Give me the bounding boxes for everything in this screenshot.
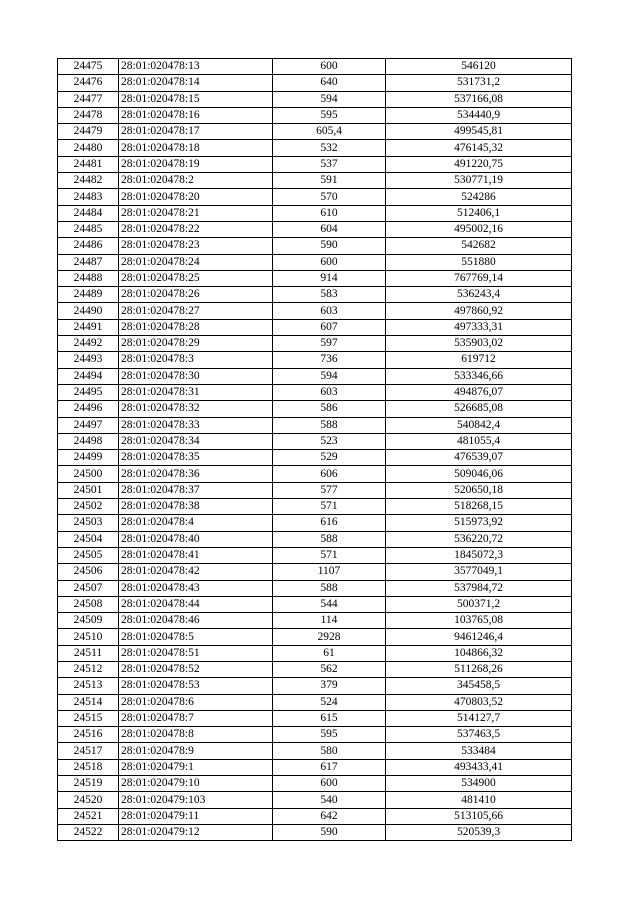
cadastral-number-cell: 28:01:020478:35 — [119, 450, 273, 466]
table-row — [58, 254, 572, 270]
table-row — [58, 319, 572, 335]
area-cell: 590 — [273, 238, 386, 254]
row-number-cell: 24476 — [58, 75, 119, 91]
table-row — [58, 189, 572, 205]
area-cell: 591 — [273, 173, 386, 189]
row-number-cell: 24521 — [58, 808, 119, 824]
cadastral-number-cell: 28:01:020478:33 — [119, 417, 273, 433]
cadastral-value-cell: 531731,2 — [386, 75, 572, 91]
row-number-cell: 24491 — [58, 319, 119, 335]
area-cell: 600 — [273, 776, 386, 792]
row-number-cell: 24522 — [58, 824, 119, 840]
cadastral-value-cell: 551880 — [386, 254, 572, 270]
row-number-cell: 24515 — [58, 710, 119, 726]
area-cell: 571 — [273, 499, 386, 515]
row-number-cell: 24513 — [58, 678, 119, 694]
table-row — [58, 564, 572, 580]
table-row — [58, 401, 572, 417]
cadastral-number-cell: 28:01:020478:52 — [119, 661, 273, 677]
table-row — [58, 270, 572, 286]
cadastral-value-cell: 540842,4 — [386, 417, 572, 433]
cadastral-value-cell: 524286 — [386, 189, 572, 205]
table-row — [58, 384, 572, 400]
cadastral-number-cell: 28:01:020478:51 — [119, 645, 273, 661]
table-row — [58, 824, 572, 840]
table-row — [58, 450, 572, 466]
area-cell: 617 — [273, 759, 386, 775]
cadastral-value-cell: 619712 — [386, 352, 572, 368]
cadastral-number-cell: 28:01:020478:19 — [119, 156, 273, 172]
row-number-cell: 24486 — [58, 238, 119, 254]
row-number-cell: 24501 — [58, 482, 119, 498]
table-row — [58, 466, 572, 482]
area-cell: 2928 — [273, 629, 386, 645]
table-row — [58, 710, 572, 726]
row-number-cell: 24495 — [58, 384, 119, 400]
cadastral-number-cell: 28:01:020478:5 — [119, 629, 273, 645]
cadastral-value-cell: 530771,19 — [386, 173, 572, 189]
table-row — [58, 221, 572, 237]
area-cell: 604 — [273, 221, 386, 237]
cadastral-number-cell: 28:01:020478:2 — [119, 173, 273, 189]
row-number-cell: 24488 — [58, 270, 119, 286]
area-cell: 570 — [273, 189, 386, 205]
area-cell: 577 — [273, 482, 386, 498]
row-number-cell: 24492 — [58, 336, 119, 352]
cadastral-number-cell: 28:01:020478:28 — [119, 319, 273, 335]
table-row — [58, 352, 572, 368]
cadastral-number-cell: 28:01:020478:9 — [119, 743, 273, 759]
cadastral-value-cell: 512406,1 — [386, 205, 572, 221]
area-cell: 61 — [273, 645, 386, 661]
area-cell: 590 — [273, 824, 386, 840]
area-cell: 529 — [273, 450, 386, 466]
cadastral-value-cell: 104866,32 — [386, 645, 572, 661]
area-cell: 1107 — [273, 564, 386, 580]
cadastral-value-cell: 500371,2 — [386, 596, 572, 612]
area-cell: 914 — [273, 270, 386, 286]
table-row — [58, 776, 572, 792]
table-row — [58, 417, 572, 433]
row-number-cell: 24496 — [58, 401, 119, 417]
table-row — [58, 580, 572, 596]
cadastral-number-cell: 28:01:020479:12 — [119, 824, 273, 840]
cadastral-value-cell: 493433,41 — [386, 759, 572, 775]
table-row — [58, 75, 572, 91]
row-number-cell: 24503 — [58, 515, 119, 531]
cadastral-value-cell: 3577049,1 — [386, 564, 572, 580]
cadastral-number-cell: 28:01:020478:37 — [119, 482, 273, 498]
table-row — [58, 482, 572, 498]
cadastral-number-cell: 28:01:020478:30 — [119, 368, 273, 384]
table-row — [58, 433, 572, 449]
row-number-cell: 24514 — [58, 694, 119, 710]
cadastral-number-cell: 28:01:020478:17 — [119, 124, 273, 140]
table-row — [58, 515, 572, 531]
cadastral-value-cell: 535903,02 — [386, 336, 572, 352]
table-row — [58, 91, 572, 107]
table-row — [58, 173, 572, 189]
row-number-cell: 24507 — [58, 580, 119, 596]
table-row — [58, 124, 572, 140]
cadastral-value-cell: 103765,08 — [386, 613, 572, 629]
table-row — [58, 336, 572, 352]
row-number-cell: 24497 — [58, 417, 119, 433]
cadastral-number-cell: 28:01:020478:53 — [119, 678, 273, 694]
area-cell: 379 — [273, 678, 386, 694]
cadastral-number-cell: 28:01:020478:8 — [119, 727, 273, 743]
area-cell: 583 — [273, 287, 386, 303]
cadastral-value-table — [57, 58, 572, 841]
area-cell: 736 — [273, 352, 386, 368]
table-row — [58, 759, 572, 775]
cadastral-value-cell: 526685,08 — [386, 401, 572, 417]
cadastral-number-cell: 28:01:020479:11 — [119, 808, 273, 824]
cadastral-value-cell: 497333,31 — [386, 319, 572, 335]
cadastral-value-cell: 546120 — [386, 59, 572, 75]
area-cell: 571 — [273, 547, 386, 563]
table-row — [58, 613, 572, 629]
cadastral-value-cell: 1845072,3 — [386, 547, 572, 563]
row-number-cell: 24505 — [58, 547, 119, 563]
row-number-cell: 24518 — [58, 759, 119, 775]
cadastral-number-cell: 28:01:020478:16 — [119, 107, 273, 123]
row-number-cell: 24477 — [58, 91, 119, 107]
cadastral-value-cell: 767769,14 — [386, 270, 572, 286]
row-number-cell: 24479 — [58, 124, 119, 140]
cadastral-number-cell: 28:01:020478:40 — [119, 531, 273, 547]
row-number-cell: 24509 — [58, 613, 119, 629]
area-cell: 562 — [273, 661, 386, 677]
cadastral-number-cell: 28:01:020478:22 — [119, 221, 273, 237]
cadastral-number-cell: 28:01:020478:3 — [119, 352, 273, 368]
table-row — [58, 238, 572, 254]
cadastral-value-cell: 514127,7 — [386, 710, 572, 726]
row-number-cell: 24500 — [58, 466, 119, 482]
cadastral-value-cell: 476539,07 — [386, 450, 572, 466]
cadastral-value-cell: 497860,92 — [386, 303, 572, 319]
cadastral-value-cell: 499545,81 — [386, 124, 572, 140]
area-cell: 595 — [273, 107, 386, 123]
table-row — [58, 107, 572, 123]
table-row — [58, 694, 572, 710]
row-number-cell: 24483 — [58, 189, 119, 205]
table-row — [58, 629, 572, 645]
cadastral-value-cell: 537463,5 — [386, 727, 572, 743]
cadastral-number-cell: 28:01:020478:4 — [119, 515, 273, 531]
area-cell: 610 — [273, 205, 386, 221]
cadastral-number-cell: 28:01:020478:6 — [119, 694, 273, 710]
table-row — [58, 792, 572, 808]
cadastral-number-cell: 28:01:020478:29 — [119, 336, 273, 352]
area-cell: 586 — [273, 401, 386, 417]
cadastral-number-cell: 28:01:020478:31 — [119, 384, 273, 400]
area-cell: 600 — [273, 59, 386, 75]
cadastral-value-cell: 470803,52 — [386, 694, 572, 710]
cadastral-value-cell: 534440,9 — [386, 107, 572, 123]
area-cell: 605,4 — [273, 124, 386, 140]
cadastral-value-cell: 520650,18 — [386, 482, 572, 498]
cadastral-value-cell: 511268,26 — [386, 661, 572, 677]
cadastral-value-cell: 537166,08 — [386, 91, 572, 107]
cadastral-number-cell: 28:01:020478:34 — [119, 433, 273, 449]
cadastral-number-cell: 28:01:020478:20 — [119, 189, 273, 205]
cadastral-number-cell: 28:01:020478:32 — [119, 401, 273, 417]
table-row — [58, 808, 572, 824]
table-row — [58, 645, 572, 661]
cadastral-value-cell: 536243,4 — [386, 287, 572, 303]
cadastral-number-cell: 28:01:020479:103 — [119, 792, 273, 808]
cadastral-value-cell: 513105,66 — [386, 808, 572, 824]
row-number-cell: 24508 — [58, 596, 119, 612]
cadastral-value-cell: 491220,75 — [386, 156, 572, 172]
area-cell: 544 — [273, 596, 386, 612]
table-row — [58, 531, 572, 547]
cadastral-value-cell: 534900 — [386, 776, 572, 792]
table-row — [58, 727, 572, 743]
cadastral-number-cell: 28:01:020478:42 — [119, 564, 273, 580]
area-cell: 595 — [273, 727, 386, 743]
table-row — [58, 303, 572, 319]
row-number-cell: 24517 — [58, 743, 119, 759]
cadastral-number-cell: 28:01:020479:1 — [119, 759, 273, 775]
row-number-cell: 24511 — [58, 645, 119, 661]
area-cell: 597 — [273, 336, 386, 352]
area-cell: 616 — [273, 515, 386, 531]
table-row — [58, 368, 572, 384]
area-cell: 532 — [273, 140, 386, 156]
table-row — [58, 287, 572, 303]
cadastral-value-cell: 542682 — [386, 238, 572, 254]
cadastral-value-cell: 481055,4 — [386, 433, 572, 449]
area-cell: 640 — [273, 75, 386, 91]
cadastral-value-cell: 518268,15 — [386, 499, 572, 515]
row-number-cell: 24475 — [58, 59, 119, 75]
cadastral-value-cell: 509046,06 — [386, 466, 572, 482]
area-cell: 606 — [273, 466, 386, 482]
cadastral-value-cell: 494876,07 — [386, 384, 572, 400]
row-number-cell: 24502 — [58, 499, 119, 515]
row-number-cell: 24487 — [58, 254, 119, 270]
row-number-cell: 24494 — [58, 368, 119, 384]
row-number-cell: 24480 — [58, 140, 119, 156]
cadastral-value-cell: 537984,72 — [386, 580, 572, 596]
row-number-cell: 24478 — [58, 107, 119, 123]
cadastral-value-cell: 515973,92 — [386, 515, 572, 531]
table-row — [58, 743, 572, 759]
cadastral-value-cell: 520539,3 — [386, 824, 572, 840]
row-number-cell: 24519 — [58, 776, 119, 792]
table-row — [58, 596, 572, 612]
area-cell: 524 — [273, 694, 386, 710]
table-row — [58, 499, 572, 515]
row-number-cell: 24485 — [58, 221, 119, 237]
row-number-cell: 24510 — [58, 629, 119, 645]
cadastral-number-cell: 28:01:020478:38 — [119, 499, 273, 515]
table-row — [58, 156, 572, 172]
row-number-cell: 24516 — [58, 727, 119, 743]
cadastral-value-cell: 481410 — [386, 792, 572, 808]
row-number-cell: 24499 — [58, 450, 119, 466]
cadastral-number-cell: 28:01:020478:43 — [119, 580, 273, 596]
cadastral-number-cell: 28:01:020478:15 — [119, 91, 273, 107]
area-cell: 580 — [273, 743, 386, 759]
table-body — [58, 59, 572, 841]
area-cell: 540 — [273, 792, 386, 808]
area-cell: 594 — [273, 91, 386, 107]
row-number-cell: 24512 — [58, 661, 119, 677]
area-cell: 523 — [273, 433, 386, 449]
row-number-cell: 24498 — [58, 433, 119, 449]
row-number-cell: 24490 — [58, 303, 119, 319]
cadastral-number-cell: 28:01:020478:44 — [119, 596, 273, 612]
table-row — [58, 678, 572, 694]
row-number-cell: 24484 — [58, 205, 119, 221]
area-cell: 603 — [273, 384, 386, 400]
area-cell: 588 — [273, 417, 386, 433]
cadastral-value-cell: 533346,66 — [386, 368, 572, 384]
table-row — [58, 59, 572, 75]
cadastral-number-cell: 28:01:020478:14 — [119, 75, 273, 91]
cadastral-number-cell: 28:01:020478:23 — [119, 238, 273, 254]
row-number-cell: 24520 — [58, 792, 119, 808]
area-cell: 642 — [273, 808, 386, 824]
area-cell: 537 — [273, 156, 386, 172]
area-cell: 594 — [273, 368, 386, 384]
area-cell: 588 — [273, 531, 386, 547]
cadastral-number-cell: 28:01:020478:7 — [119, 710, 273, 726]
area-cell: 603 — [273, 303, 386, 319]
cadastral-number-cell: 28:01:020478:24 — [119, 254, 273, 270]
table-row — [58, 547, 572, 563]
row-number-cell: 24493 — [58, 352, 119, 368]
cadastral-number-cell: 28:01:020478:27 — [119, 303, 273, 319]
cadastral-value-cell: 9461246,4 — [386, 629, 572, 645]
cadastral-number-cell: 28:01:020478:41 — [119, 547, 273, 563]
cadastral-number-cell: 28:01:020478:46 — [119, 613, 273, 629]
cadastral-value-cell: 536220,72 — [386, 531, 572, 547]
row-number-cell: 24482 — [58, 173, 119, 189]
area-cell: 600 — [273, 254, 386, 270]
area-cell: 588 — [273, 580, 386, 596]
cadastral-number-cell: 28:01:020478:21 — [119, 205, 273, 221]
table-row — [58, 661, 572, 677]
cadastral-number-cell: 28:01:020478:25 — [119, 270, 273, 286]
table-row — [58, 205, 572, 221]
area-cell: 114 — [273, 613, 386, 629]
cadastral-value-cell: 476145,32 — [386, 140, 572, 156]
row-number-cell: 24506 — [58, 564, 119, 580]
area-cell: 615 — [273, 710, 386, 726]
table-row — [58, 140, 572, 156]
cadastral-number-cell: 28:01:020478:36 — [119, 466, 273, 482]
cadastral-number-cell: 28:01:020478:13 — [119, 59, 273, 75]
row-number-cell: 24504 — [58, 531, 119, 547]
area-cell: 607 — [273, 319, 386, 335]
cadastral-number-cell: 28:01:020478:18 — [119, 140, 273, 156]
cadastral-value-cell: 495002,16 — [386, 221, 572, 237]
row-number-cell: 24489 — [58, 287, 119, 303]
cadastral-value-cell: 345458,5 — [386, 678, 572, 694]
cadastral-value-cell: 533484 — [386, 743, 572, 759]
cadastral-number-cell: 28:01:020478:26 — [119, 287, 273, 303]
row-number-cell: 24481 — [58, 156, 119, 172]
cadastral-number-cell: 28:01:020479:10 — [119, 776, 273, 792]
